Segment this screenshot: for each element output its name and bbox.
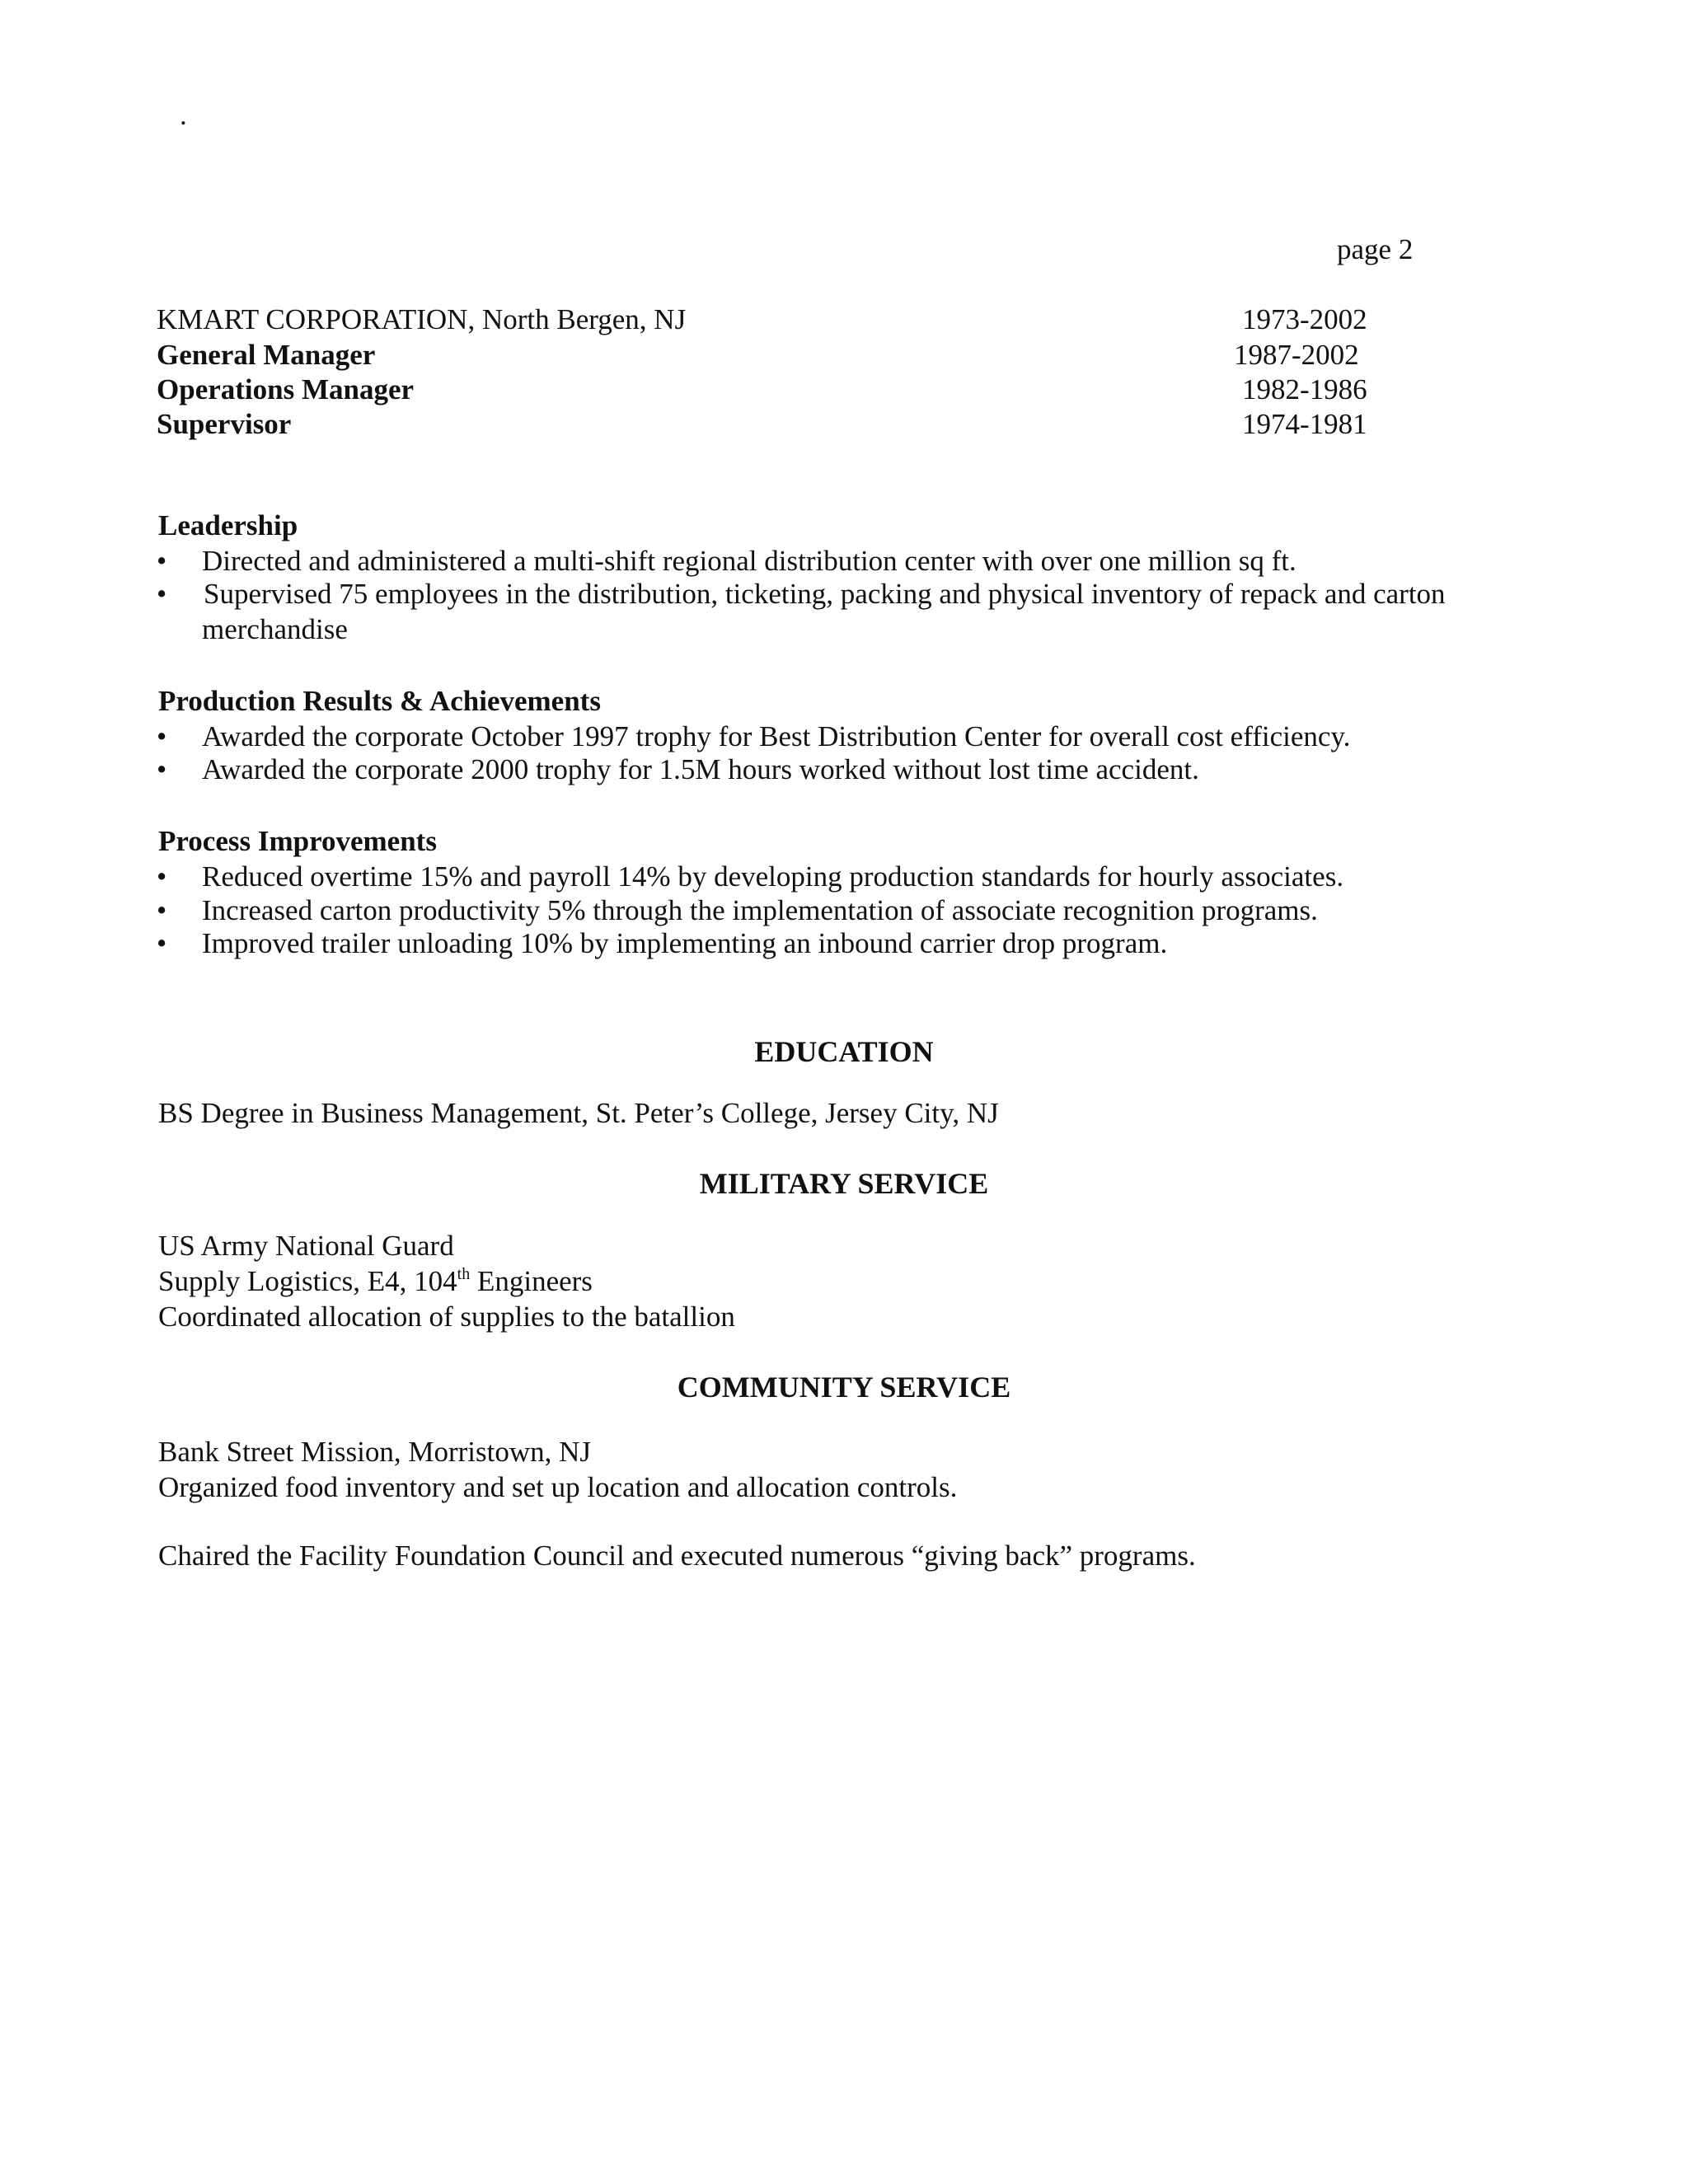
list-item-text: Awarded the corporate 2000 trophy for 1.5M hours worked without lost time accident. bbox=[202, 753, 1199, 785]
section-heading-military: MILITARY SERVICE bbox=[699, 1167, 989, 1200]
bullet-icon: • bbox=[157, 720, 167, 752]
company-dates: 1973-2002 bbox=[1242, 303, 1367, 335]
bullet-icon: • bbox=[157, 927, 167, 959]
community-line: Chaired the Facility Foundation Council and executed numerous “giving back” programs. bbox=[158, 1540, 1196, 1572]
military-line: US Army National Guard bbox=[158, 1230, 454, 1262]
community-line: Bank Street Mission, Morristown, NJ bbox=[158, 1436, 591, 1468]
military-line-text: Supply Logistics, E4, 104 bbox=[158, 1265, 457, 1297]
list-item-text: Awarded the corporate October 1997 trophy for Best Distribution Center for overall cost efficiency. bbox=[202, 720, 1351, 752]
list-item-text: Increased carton productivity 5% through the implementation of associate recognition programs. bbox=[202, 894, 1318, 926]
military-line: Coordinated allocation of supplies to the batallion bbox=[158, 1301, 735, 1333]
military-line bbox=[158, 1267, 593, 1296]
section-heading-process: Process Improvements bbox=[158, 825, 437, 857]
bullet-icon: • bbox=[157, 753, 167, 785]
list-item-continuation: merchandise bbox=[202, 613, 348, 645]
list-item-text: Directed and administered a multi-shift regional distribution center with over one million sq ft. bbox=[202, 545, 1296, 577]
list-item-text: Supervised 75 employees in the distribution, ticketing, packing and physical inventory of repack and carton bbox=[204, 578, 1446, 610]
ordinal-suffix: th bbox=[457, 1265, 471, 1283]
role-dates: 1974-1981 bbox=[1242, 408, 1367, 440]
section-heading-education: EDUCATION bbox=[754, 1035, 934, 1068]
bullet-icon: • bbox=[157, 578, 167, 610]
section-heading-community: COMMUNITY SERVICE bbox=[677, 1371, 1011, 1404]
education-line: BS Degree in Business Management, St. Peter’s College, Jersey City, NJ bbox=[158, 1097, 999, 1129]
community-line: Organized food inventory and set up location and allocation controls. bbox=[158, 1471, 958, 1503]
bullet-icon: • bbox=[157, 894, 167, 926]
role-title: Operations Manager bbox=[157, 373, 415, 405]
military-line-text: Engineers bbox=[470, 1265, 593, 1297]
role-dates: 1987-2002 bbox=[1234, 339, 1359, 371]
role-title: Supervisor bbox=[157, 408, 292, 440]
bullet-icon: • bbox=[157, 545, 167, 577]
role-dates: 1982-1986 bbox=[1242, 373, 1367, 405]
bullet-icon: • bbox=[157, 860, 167, 893]
list-item-text: Improved trailer unloading 10% by implementing an inbound carrier drop program. bbox=[202, 927, 1168, 959]
list-item-text: Reduced overtime 15% and payroll 14% by developing production standards for hourly associates. bbox=[202, 860, 1344, 893]
section-heading-leadership: Leadership bbox=[158, 509, 298, 541]
page-number: page 2 bbox=[1337, 233, 1414, 265]
stray-mark: . bbox=[180, 99, 187, 131]
section-heading-production: Production Results & Achievements bbox=[158, 685, 601, 717]
company-name: KMART CORPORATION, North Bergen, NJ bbox=[157, 303, 687, 335]
role-title: General Manager bbox=[157, 339, 376, 371]
